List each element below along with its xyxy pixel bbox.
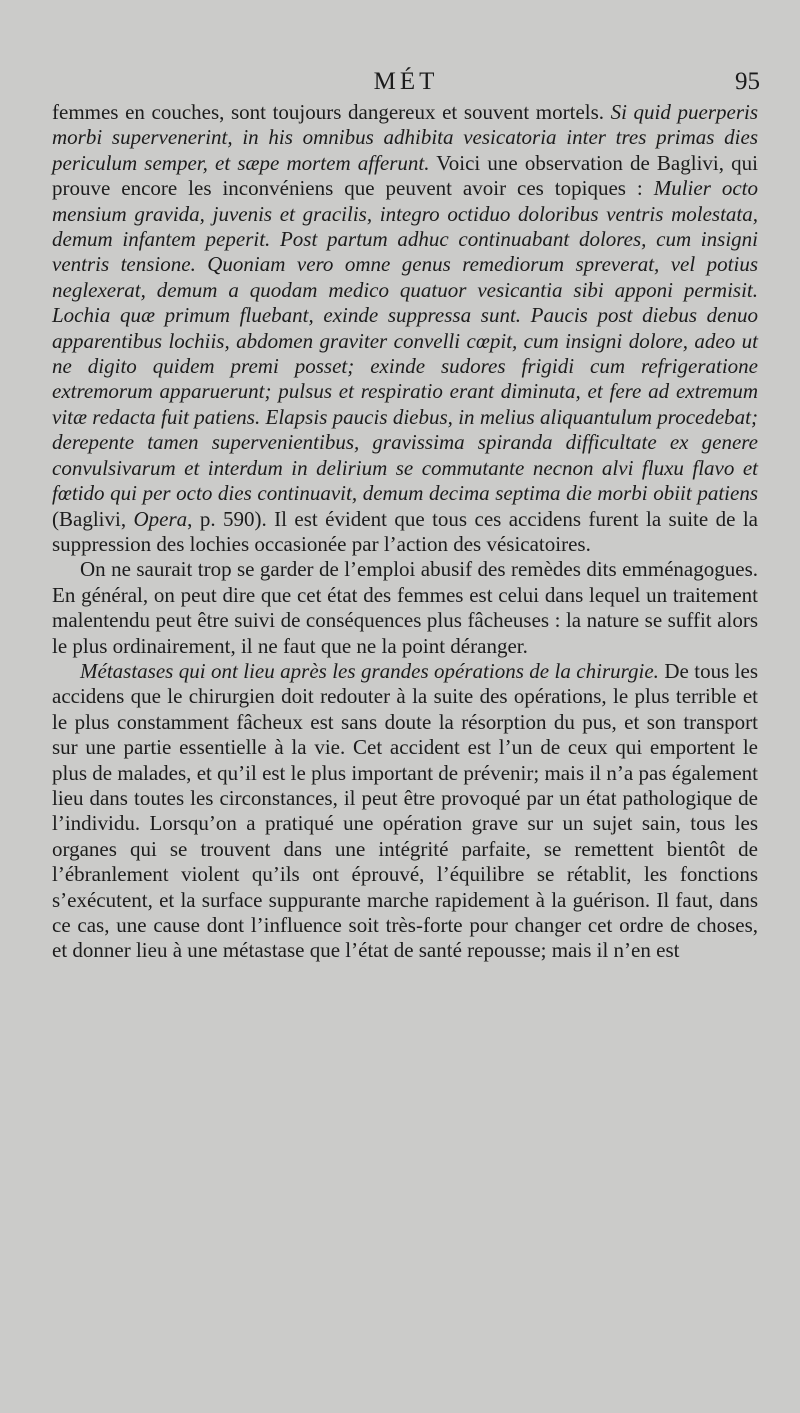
running-head: MÉT	[373, 68, 439, 95]
paragraph-baglivi-observation	[52, 100, 758, 557]
body-text	[52, 100, 758, 964]
text-segment: Voici une observation de Baglivi, qui prouve encore les inconvéniens que peuvent avoir ces topiques :	[52, 150, 758, 201]
page-number: 95	[735, 68, 760, 95]
section-heading: Métastases qui ont lieu après les grandes opérations de la chirurgie.	[80, 658, 659, 683]
paragraph-emmenagogues	[52, 557, 758, 659]
latin-quote: Mulier octo mensium gravida, juvenis et gracilis, integro octiduo doloribus ventris molestata, demum infantem peperit. Post partum adhuc continuabant dolores, cum insigni ventris tensione. Quoniam vero omne genus remediorum spreverat, vel potius neglexerat, demum a quodam medico quatuor vesicantia sibi apponi permisit. Lochia quæ primum fluebant, exinde suppressa sunt. Paucis post diebus denuo apparentibus lochiis, abdomen graviter convelli cœpit, cum insigni dolore, adeo ut ne digito quidem premi posset; exinde sudores frigidi cum refrigeratione extremorum apparuerunt; pulsus et respiratio erant diminuta, et fere ad extremum vitæ redacta fuit patiens. Elapsis paucis diebus, in melius aliquantulum procedebat; derepente tamen supervenientibus, gravissima spiranda difficultate ex genere convulsivarum et interdum in delirium se commutante necnon alvi fluxu flavo et fœtido qui per octo dies continuavit, demum decima septima die morbi obiit patiens	[52, 176, 758, 506]
paragraph-metastases	[52, 659, 758, 964]
text-segment: De tous les accidens que le chirurgien doit redouter à la suite des opérations, le plus terrible et le plus constamment fâcheux est sans doute la résorption du pus, et son transport sur une partie essentielle à la vie. Cet accident est l’un de ceux qui emportent le plus de malades, et qu’il est le plus important de prévenir; mais il n’a pas également lieu dans toutes les circonstances, il peut être provoqué par un état pathologique de l’individu. Lorsqu’on a pratiqué une opération grave sur un sujet sain, tous les organes qui se trouvent dans une intégrité parfaite, se remettent bientôt de l’ébranlement violent qu’ils ont éprouvé, l’équilibre se rétablit, les fonctions s’exécutent, et la surface suppurante marche rapidement à la guérison. Il faut, dans ce cas, une cause dont l’influence soit très-forte pour changer cet ordre de choses, et donner lieu à une métastase que l’état de santé repousse; mais il n’en est	[52, 658, 758, 963]
text-segment: femmes en couches, sont toujours dangereux et souvent mortels.	[52, 100, 611, 124]
text-segment: (Baglivi,	[52, 506, 134, 531]
page-header	[52, 68, 760, 102]
text-segment: , p. 590). Il est évident que tous ces accidens furent la suite de la suppression des lochies occasionée par l’action des vésicatoires.	[52, 506, 759, 556]
cited-work-title: Opera	[133, 506, 188, 531]
latin-quote: Si quid puerperis morbi supervenerint, in his omnibus adhibita vesicatoria inter tres primas dies periculum semper, et sæpe mortem afferunt.	[52, 100, 758, 175]
text-segment: On ne saurait trop se garder de l’emploi abusif des remèdes dits emménagogues. En général, on peut dire que cet état des femmes est celui dans lequel un traitement malentendu peut être suivi de conséquences plus fâcheuses : la nature se suffit alors le plus ordinairement, il ne faut que ne la point déranger.	[52, 557, 758, 658]
